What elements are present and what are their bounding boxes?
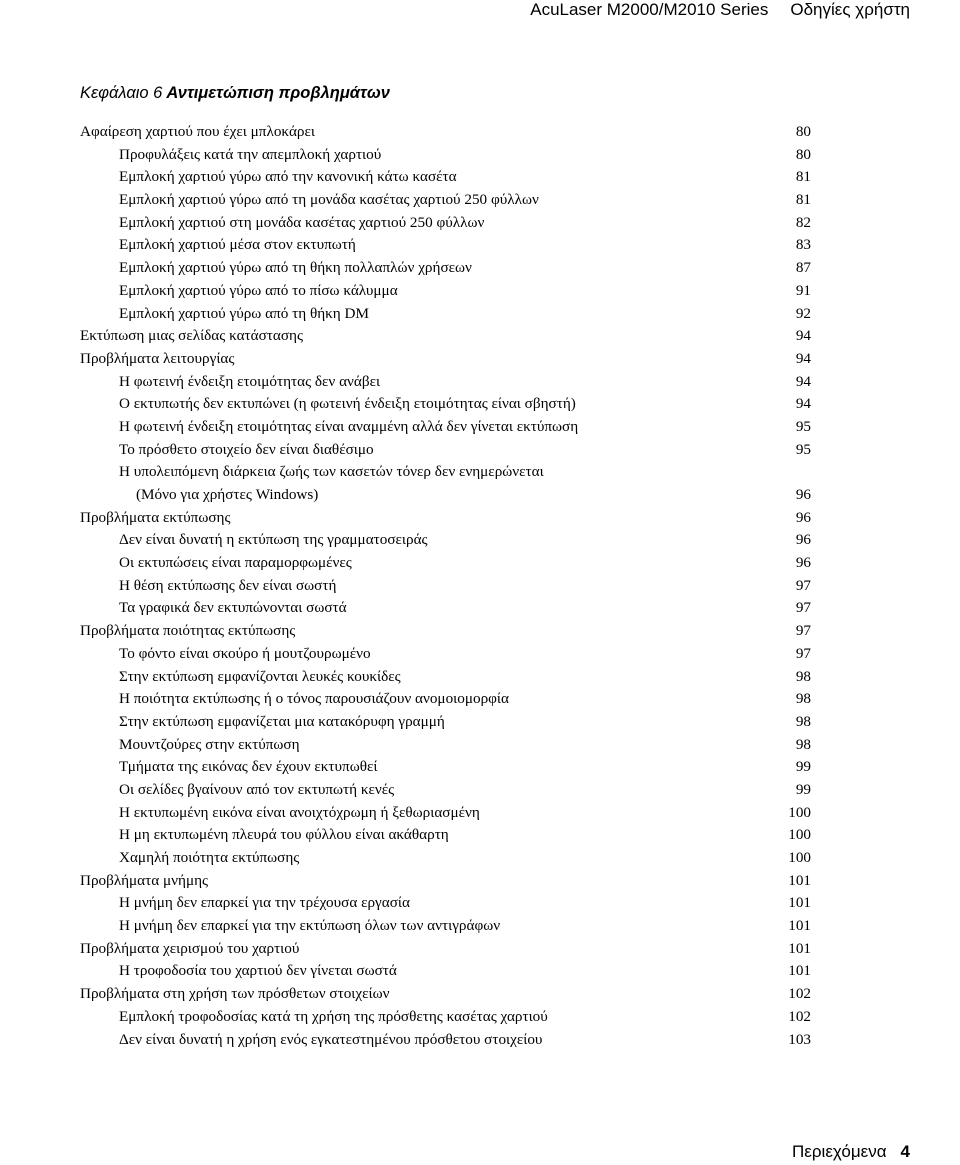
toc-entry[interactable] [80, 915, 811, 938]
toc-entry-title: Εμπλοκή χαρτιού γύρω από τη μονάδα κασέτας χαρτιού 250 φύλλων [119, 191, 539, 209]
toc-entry-title: Εμπλοκή τροφοδοσίας κατά τη χρήση της πρόσθετης κασέτας χαρτιού [119, 1007, 548, 1025]
toc-entry-title: Τα γραφικά δεν εκτυπώνονται σωστά [119, 599, 347, 617]
toc-page-number: 97 [795, 599, 811, 617]
toc-entry-title: Προβλήματα χειρισμού του χαρτιού [80, 939, 300, 957]
toc-entry[interactable] [80, 824, 811, 847]
toc-page-number: 94 [795, 372, 811, 390]
toc-entry[interactable] [80, 666, 811, 689]
toc-entry[interactable] [80, 983, 811, 1006]
toc-entry[interactable] [80, 1006, 811, 1029]
toc-entry[interactable] [80, 938, 811, 961]
toc-entry[interactable] [80, 802, 811, 825]
toc-entry[interactable] [80, 144, 811, 167]
toc-page-number: 99 [795, 758, 811, 776]
toc-page-number: 96 [795, 508, 811, 526]
toc-entry[interactable] [80, 870, 811, 893]
toc-page-number: 101 [788, 962, 811, 980]
toc-entry-title: Δεν είναι δυνατή η εκτύπωση της γραμματοσειράς [119, 531, 428, 549]
toc-page-number: 95 [795, 417, 811, 435]
toc-entry-title: Χαμηλή ποιότητα εκτύπωσης [119, 849, 300, 866]
toc-entry[interactable] [80, 711, 811, 734]
toc-entry[interactable] [80, 416, 811, 439]
toc-entry-title: Το φόντο είναι σκούρο ή μουτζουρωμένο [119, 644, 371, 662]
toc-page-number: 98 [795, 690, 811, 708]
table-of-contents [80, 121, 811, 1051]
toc-entry[interactable] [80, 325, 811, 348]
toc-entry[interactable] [80, 688, 811, 711]
toc-entry[interactable] [80, 779, 811, 802]
toc-page-number: 81 [795, 191, 811, 209]
toc-entry[interactable] [80, 303, 811, 326]
toc-entry[interactable] [80, 257, 811, 280]
toc-entry[interactable] [80, 620, 811, 643]
toc-page-number: 94 [795, 349, 811, 367]
toc-page-number: 100 [788, 826, 811, 844]
toc-page-number: 101 [788, 917, 811, 935]
toc-entry-title: Στην εκτύπωση εμφανίζεται μια κατακόρυφη γραμμή [119, 712, 445, 730]
toc-page-number: 91 [795, 281, 811, 299]
toc-page-number: 103 [788, 1030, 811, 1048]
toc-entry-title: Η ποιότητα εκτύπωσης ή ο τόνος παρουσιάζουν ανομοιομορφία [119, 690, 509, 708]
toc-page-number: 100 [788, 849, 811, 866]
toc-entry[interactable] [80, 575, 811, 598]
toc-entry-title: Εμπλοκή χαρτιού γύρω από την κανονική κάτω κασέτα [119, 168, 457, 186]
toc-entry[interactable] [80, 960, 811, 983]
toc-entry-title: Προβλήματα ποιότητας εκτύπωσης [80, 622, 296, 640]
toc-entry-line: Η υπολειπόμενη διάρκεια ζωής των κασετών τόνερ δεν ενημερώνεται [119, 463, 544, 481]
toc-entry[interactable] [80, 166, 811, 189]
toc-page-number: 87 [795, 259, 811, 277]
toc-entry[interactable] [80, 121, 811, 144]
toc-entry[interactable] [80, 234, 811, 257]
toc-entry-title: Εμπλοκή χαρτιού γύρω από το πίσω κάλυμμα [119, 281, 398, 299]
toc-page-number: 83 [795, 236, 811, 254]
toc-entry-title: Η μνήμη δεν επαρκεί για την εκτύπωση όλων των αντιγράφων [119, 917, 501, 935]
toc-entry[interactable] [80, 212, 811, 235]
toc-entry-title: Η φωτεινή ένδειξη ετοιμότητας δεν ανάβει [119, 372, 381, 390]
toc-page-number: 102 [788, 1007, 811, 1025]
toc-entry-title: Εμπλοκή χαρτιού μέσα στον εκτυπωτή [119, 236, 356, 254]
toc-page-number: 94 [795, 327, 811, 345]
toc-page-number: 95 [795, 440, 811, 458]
toc-page-number: 96 [795, 486, 811, 503]
toc-entry[interactable] [80, 643, 811, 666]
toc-entry-title: Ο εκτυπωτής δεν εκτυπώνει (η φωτεινή ένδειξη ετοιμότητας είναι σβηστή) [119, 395, 576, 413]
toc-entry-title: Προφυλάξεις κατά την απεμπλοκή χαρτιού [119, 145, 382, 163]
toc-entry-title: Η τροφοδοσία του χαρτιού δεν γίνεται σωστά [119, 962, 397, 980]
toc-page-number: 97 [795, 644, 811, 662]
toc-entry[interactable] [80, 552, 811, 575]
toc-entry[interactable] [80, 529, 811, 552]
toc-page-number: 97 [795, 576, 811, 594]
toc-entry-title: Οι σελίδες βγαίνουν από τον εκτυπωτή κενές [119, 780, 395, 798]
footer-section: Περιεχόμενα [792, 1142, 887, 1161]
toc-page-number: 98 [795, 667, 811, 685]
toc-page-number: 80 [795, 145, 811, 163]
toc-entry-title: Αφαίρεση χαρτιού που έχει μπλοκάρει [80, 123, 315, 140]
toc-entry[interactable] [80, 892, 811, 915]
document-title: Οδηγίες χρήστη [790, 0, 910, 19]
toc-entry[interactable] [80, 484, 811, 507]
chapter-title: Αντιμετώπιση προβλημάτων [166, 84, 390, 102]
product-name: AcuLaser M2000/M2010 Series [530, 0, 769, 19]
toc-entry[interactable] [80, 439, 811, 462]
toc-entry[interactable] [80, 597, 811, 620]
page-footer [792, 1141, 910, 1163]
toc-page-number: 96 [795, 531, 811, 549]
toc-entry[interactable] [80, 280, 811, 303]
toc-entry-title: Εμπλοκή χαρτιού γύρω από τη θήκη πολλαπλών χρήσεων [119, 259, 472, 277]
toc-entry-title: Εμπλοκή χαρτιού στη μονάδα κασέτας χαρτιού 250 φύλλων [119, 213, 485, 231]
toc-entry-title: Τμήματα της εικόνας δεν έχουν εκτυπωθεί [119, 758, 378, 776]
toc-page-number: 81 [795, 168, 811, 186]
toc-entry-title: Εκτύπωση μιας σελίδας κατάστασης [80, 327, 304, 345]
toc-entry-title: (Μόνο για χρήστες Windows) [136, 486, 319, 503]
toc-entry-title: Στην εκτύπωση εμφανίζονται λευκές κουκίδες [119, 667, 401, 685]
toc-page-number: 80 [795, 123, 811, 140]
toc-entry[interactable] [80, 847, 811, 870]
toc-entry-title: Προβλήματα στη χρήση των πρόσθετων στοιχείων [80, 985, 390, 1003]
toc-entry-title: Η μη εκτυπωμένη πλευρά του φύλλου είναι ακάθαρτη [119, 826, 449, 844]
toc-page-number: 96 [795, 554, 811, 572]
toc-page-number: 101 [788, 939, 811, 957]
toc-entry-title: Οι εκτυπώσεις είναι παραμορφωμένες [119, 554, 352, 572]
toc-entry[interactable] [80, 734, 811, 757]
toc-page-number: 98 [795, 712, 811, 730]
toc-entry[interactable] [80, 348, 811, 371]
toc-entry-title: Η μνήμη δεν επαρκεί για την τρέχουσα εργασία [119, 894, 410, 912]
toc-page-number: 99 [795, 780, 811, 798]
toc-page-number: 101 [788, 871, 811, 889]
toc-page-number: 101 [788, 894, 811, 912]
toc-page-number: 100 [788, 803, 811, 821]
toc-entry-title: Προβλήματα μνήμης [80, 871, 209, 889]
toc-entry-title: Δεν είναι δυνατή η χρήση ενός εγκατεστημένου πρόσθετου στοιχείου [119, 1030, 543, 1048]
page-header [530, 0, 910, 20]
toc-page-number: 82 [795, 213, 811, 231]
toc-page-number: 97 [795, 622, 811, 640]
toc-entry-title: Η εκτυπωμένη εικόνα είναι ανοιχτόχρωμη ή ξεθωριασμένη [119, 803, 480, 821]
chapter-heading [80, 84, 390, 103]
toc-entry[interactable] [80, 1029, 811, 1052]
toc-entry-title: Το πρόσθετο στοιχείο δεν είναι διαθέσιμο [119, 440, 374, 458]
toc-entry-title: Εμπλοκή χαρτιού γύρω από τη θήκη DM [119, 304, 370, 322]
toc-page-number: 94 [795, 395, 811, 413]
chapter-label: Κεφάλαιο 6 [80, 84, 163, 102]
page-number: 4 [900, 1142, 910, 1161]
toc-page-number: 98 [795, 735, 811, 753]
toc-entry[interactable] [80, 189, 811, 212]
toc-entry-title: Η φωτεινή ένδειξη ετοιμότητας είναι αναμμένη αλλά δεν γίνεται εκτύπωση [119, 417, 579, 435]
toc-entry-title: Η θέση εκτύπωσης δεν είναι σωστή [119, 576, 337, 594]
toc-entry-title: Μουντζούρες στην εκτύπωση [119, 735, 300, 753]
toc-page-number: 102 [788, 985, 811, 1003]
toc-entry[interactable] [80, 393, 811, 416]
toc-entry[interactable] [80, 507, 811, 530]
toc-entry-title: Προβλήματα εκτύπωσης [80, 508, 231, 526]
toc-entry[interactable] [80, 756, 811, 779]
toc-entry-title: Προβλήματα λειτουργίας [80, 349, 235, 367]
toc-page-number: 92 [795, 304, 811, 322]
toc-entry[interactable] [80, 371, 811, 394]
